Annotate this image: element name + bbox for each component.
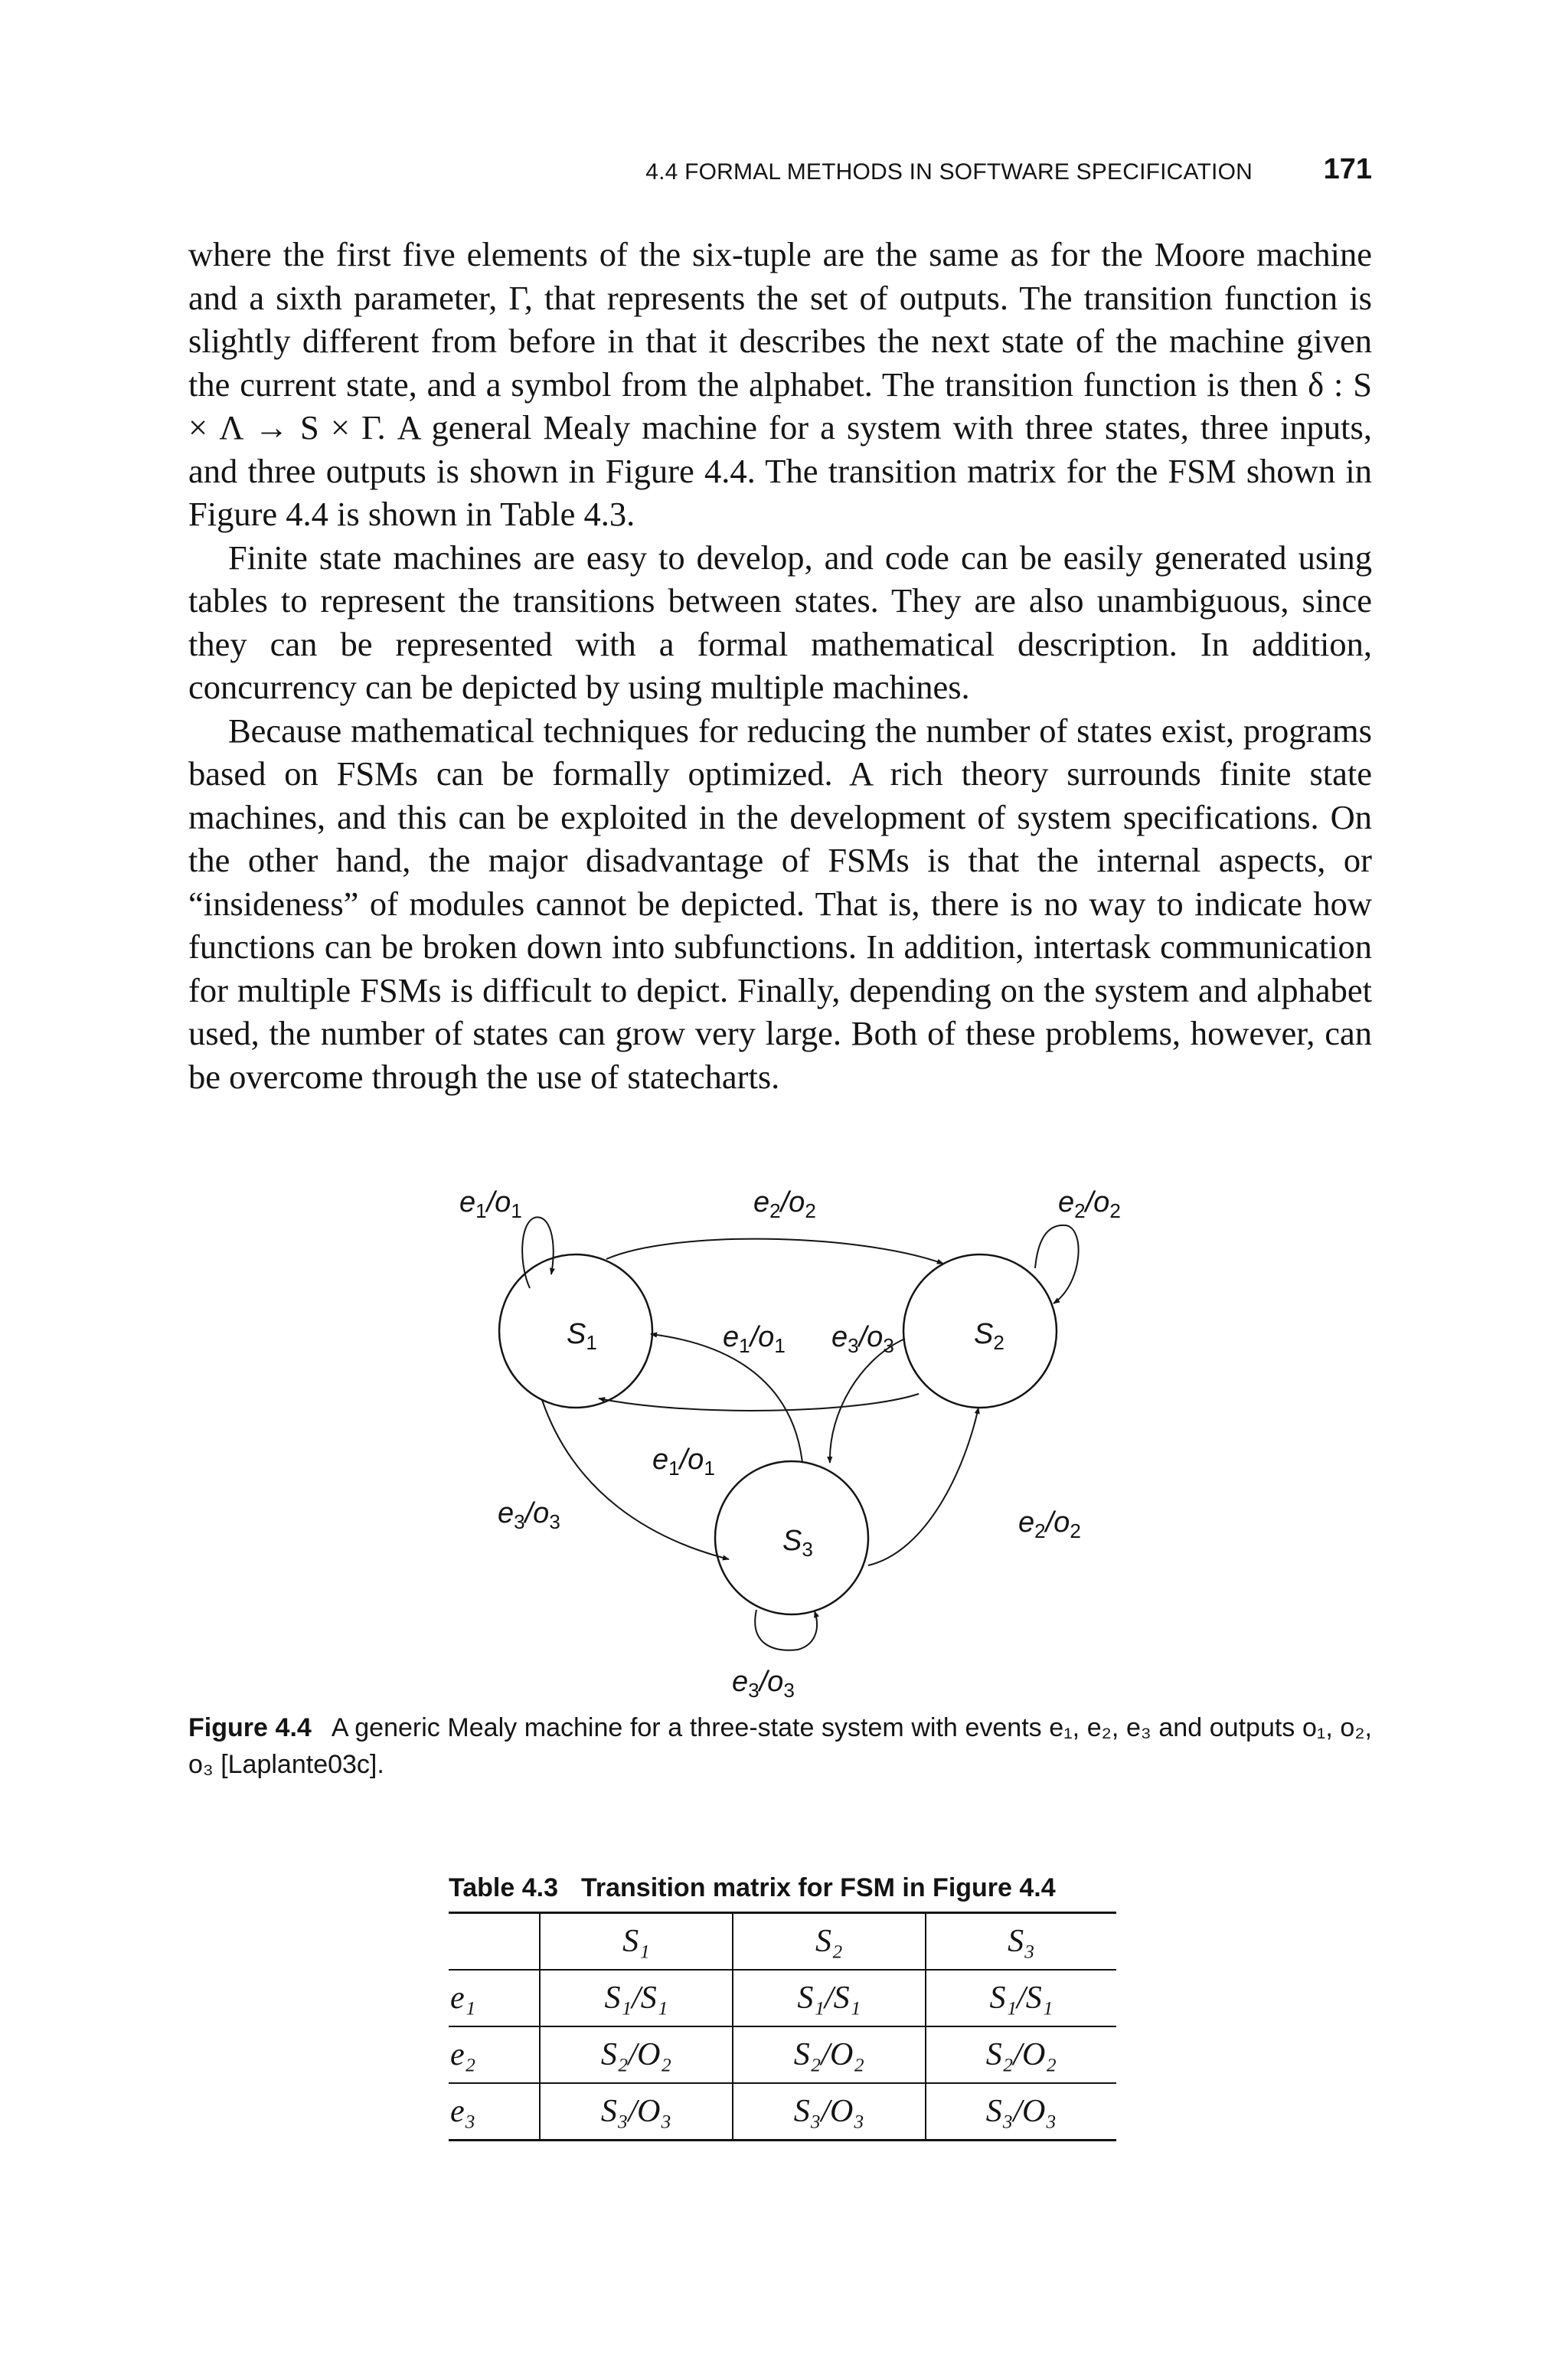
transition-s1-to-s1-arrow <box>522 1217 554 1288</box>
body-text <box>188 233 1372 1098</box>
table-header-row <box>449 1913 1116 1971</box>
transition-s2-to-s2-label: e2/o2 <box>1058 1186 1121 1222</box>
fsm-diagram <box>429 1172 1164 1702</box>
state-s1-label: S1 <box>567 1318 597 1354</box>
transition-s2-to-s2-arrow <box>1035 1225 1079 1303</box>
table-cell: S₁/S₁ <box>540 1970 733 2026</box>
table-cell: S₂/O₂ <box>733 2026 926 2083</box>
table-cell: S₂/O₂ <box>926 2026 1116 2083</box>
table-cell: S₁/S₁ <box>733 1970 926 2026</box>
running-head <box>188 153 1372 191</box>
table-header-cell: S₁ <box>540 1913 733 1971</box>
table-cell: S₃/O₃ <box>733 2083 926 2141</box>
transition-s1-to-s2-label: e2/o2 <box>753 1186 816 1222</box>
fsm-labels <box>459 1186 1121 1702</box>
transition-s3-to-s2-arrow <box>868 1408 978 1565</box>
table-cell: S₃/O₃ <box>540 2083 733 2141</box>
table-caption-label: Table 4.3 <box>449 1873 558 1902</box>
transition-s2-to-s1-label: e1/o1 <box>652 1444 715 1480</box>
transition-s3-to-s2-label: e2/o2 <box>1018 1506 1081 1542</box>
transition-s1-to-s2-arrow <box>606 1239 943 1264</box>
transition-s1-to-s3-arrow <box>542 1400 729 1559</box>
fsm-diagram-svg <box>429 1172 1164 1702</box>
transition-s3-to-s3-arrow <box>755 1610 817 1650</box>
table-row <box>449 2026 1116 2083</box>
transition-s3-to-s3-label: e3/o3 <box>732 1666 795 1702</box>
transition-s1-to-s1-label: e1/o1 <box>459 1186 522 1222</box>
table-row <box>449 2083 1116 2141</box>
figure-caption <box>188 1709 1372 1783</box>
paragraph: where the first five elements of the six-tuple are the same as for the Moore machine and a sixth parameter, Γ, that represents the set of outputs. The transition function is slightly different from before in that it describes the next state of the machine given the current state, and a symbol from the alphabet. The transition function is then δ : S × Λ → S × Γ. A general Mealy machine for a system with three states, three inputs, and three outputs is shown in Figure 4.4. The transition matrix for the FSM shown in Figure 4.4 is shown in Table 4.3. <box>188 235 1372 533</box>
table-header-cell: S₂ <box>733 1913 926 1971</box>
table-cell: S₁/S₁ <box>926 1970 1116 2026</box>
paragraph: Because mathematical techniques for reducing the number of states exist, programs based on FSMs can be formally optimized. A rich theory surrounds finite state machines, and this can be exploited in the development of system specifications. On the other hand, the major disadvantage of FSMs is that the internal aspects, or “insideness” of modules cannot be depicted. That is, there is no way to indicate how functions can be broken down into subfunctions. In addition, intertask communication for multiple FSMs is difficult to depict. Finally, depending on the system and alphabet used, the number of states can grow very large. Both of these problems, however, can be overcome through the use of statecharts. <box>188 711 1372 1096</box>
table-cell: S₃/O₃ <box>926 2083 1116 2141</box>
table-cell: e₁ <box>449 1970 540 2026</box>
table-header-cell: S₃ <box>926 1913 1116 1971</box>
table-caption-text: Transition matrix for FSM in Figure 4.4 <box>581 1873 1056 1902</box>
table-cell: e₂ <box>449 2026 540 2083</box>
transition-s2-to-s1-arrow <box>599 1394 919 1411</box>
transition-table-block <box>449 1869 1116 2141</box>
state-s2-label: S2 <box>974 1318 1004 1354</box>
table-caption <box>449 1869 1116 1912</box>
table-cell: e₃ <box>449 2083 540 2141</box>
figure-caption-label: Figure 4.4 <box>188 1713 312 1742</box>
table-header-cell <box>449 1913 540 1971</box>
fsm-states <box>499 1254 1057 1614</box>
figure-caption-text: A generic Mealy machine for a three-state system with events e₁, e₂, e₃ and outputs o₁, o₂, o₃ [Laplante03c]. <box>188 1713 1372 1779</box>
running-title: 4.4 FORMAL METHODS IN SOFTWARE SPECIFICATION <box>645 159 1253 185</box>
state-s3-label: S3 <box>782 1525 813 1561</box>
transition-matrix-table <box>449 1912 1116 2141</box>
page-number: 171 <box>1323 153 1372 185</box>
fsm-edges <box>522 1217 1078 1650</box>
transition-s1-to-s3-label: e3/o3 <box>498 1497 560 1533</box>
transition-s3-to-s1-label: e1/o1 <box>723 1321 786 1357</box>
transition-s2-to-s3-label: e3/o3 <box>831 1321 894 1357</box>
table-row <box>449 1970 1116 2026</box>
paragraph: Finite state machines are easy to develop, and code can be easily generated using tables to represent the transitions between states. They are also unambiguous, since they can be represented with a formal mathematical description. In addition, concurrency can be depicted by using multiple machines. <box>188 538 1372 706</box>
table-cell: S₂/O₂ <box>540 2026 733 2083</box>
